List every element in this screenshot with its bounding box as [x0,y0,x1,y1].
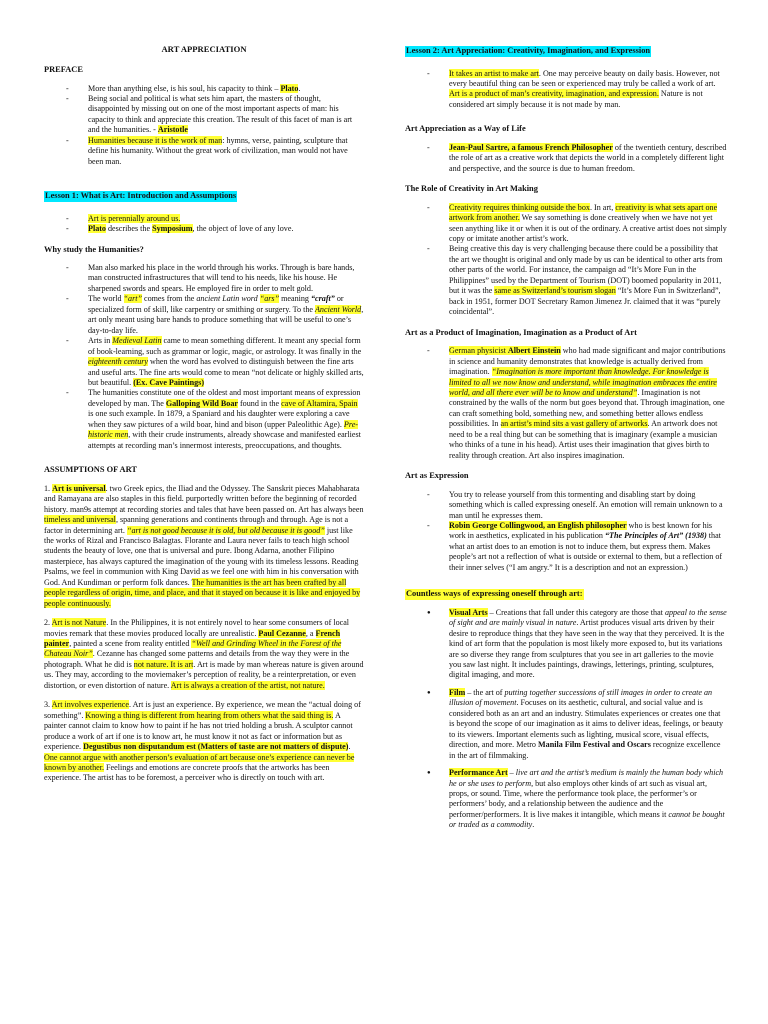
creativity-heading: The Role of Creativity in Art Making [405,184,538,194]
list-item: - German physicist Albert Einstein who had made significant and major contributions in science and humanity demonstrates that knowledge is actually derived from imagination. “Imagination is more important than knowledge. For knowledge is limited to all we now know and understand, while imagination embraces the entire world, and all there ever will be to know and understand”. Imagination is not constrained by the walls of the norm but goes beyond that. Through imagination, one can craft something bold, something new, and something better allows endless possibilities. In an artist’s mind sits a vast gallery of artworks. An artwork does not need to be a real thing but can be something that is imaginary (example a musician who thinks of a tune in his head). Artist uses their imagination that gives birth to reality through creation. Art also inspires imagination. [405,346,727,461]
why-study-list [44,263,364,451]
imagination-heading: Art as a Product of Imagination, Imagination as a Product of Art [405,327,637,337]
list-item: - More than anything else, is his soul, his capacity to think – Plato. [44,84,364,94]
list-item: - Creativity requires thinking outside the box. In art, creativity is what sets apart one artwork from another. We say something is done creatively when we have not yet seen anything like it or when it is out of the ordinary. A creative artist does not simply copy or imitate another artist’s work. [405,203,727,245]
lesson2-list [405,69,727,111]
list-item: - It takes an artist to make art. One may perceive beauty on daily basis. However, not every beautiful thing can be seen or experienced may truly be called a work of art. Art is a product of man’s creativity, imagination, and expression. Nature is not considered art simply because it is not made by man. [405,69,727,111]
assumption-paragraph: 3. Art involves experience. Art is just an experience. By experience, we mean the “actual doing of something”. Knowing a thing is different from hearing from others what the said thing is. A painter cannot claim to know how to paint if he has not tried holding a brush. A sculptor cannot produce a work of art if one is to know art, he must know it not as fact or information but as experience. Degustibus non disputandum est (Matters of taste are not matters of dispute). One cannot argue with another person’s evaluation of art because one’s experience can never be known by another. Feelings and emotions are concrete proofs that the artworks has been experience. The artist has to be foremost, a perceiver who is directly on touch with art. [44,700,361,783]
assumption-paragraph: 2. Art is not Nature. In the Philippines, it is not entirely novel to hear some consumers of local movies remark that these movies produced locally are unrealistic. Paul Cezanne, a French painter, painted a scene from reality entitled “Well and Grinding Wheel in the Forest of the Chateau Noir”. Cezanne has changed some patterns and details from the way they were in the photograph. What he did is not nature. It is art. Art is made by man whereas nature is given around us. They may, according to the moviemaker’s perception of reality, be a reinterpretation, or even distortion, or even distortion of nature. Art is always a creation of the artist, not nature. [44,618,364,690]
list-item: - Art is perennially around us. [44,214,364,224]
list-item: - Being creative this day is very challenging because there could be a possibility that the art we thought is original and only made by us can be identical to other arts from other parts of the world. For instance, the campaign ad “It’s More Fun in the Philippines” used by the Department of Tourism (DOT) boomed popularity in 2011, but it was the same as Switzerland’s tourism slogan “It’s More Fun in Switzerland”, back in 1951, former DOT Secretary Ramon Jimenez Jr. claimed that it was “purely coincidental”. [405,244,727,317]
right-column [405,40,727,838]
list-item: - Being social and political is what sets him apart, the masters of thought, disappointed by missing out on one of the most important aspects of man: his capacity to think and appreciate this creation. The result of this facet of man is art and the humanities. - Aristotle [44,94,364,136]
left-column [44,40,364,793]
list-item: - Arts in Medieval Latin came to mean something different. It meant any special form of book-learning, such as grammar or logic, magic, or astrology. It was finally in the eighteenth century when the word has evolved to distinguish between the fine arts and useful arts. The fine arts would come to mean “not delicate or highly skilled arts, but beautiful. (Ex. Cave Paintings) [44,336,364,388]
preface-list [44,84,364,168]
list-item: - Plato describes the Symposium, the object of love of any love. [44,224,364,234]
list-item: - You try to release yourself from this tormenting and disabling start by doing something which is called expressing oneself. An emotion will remain unknown to a man until he expresses them. [405,490,727,521]
list-item: - Robin George Collingwood, an English philosopher who is best known for his work in aesthetics, explicated in his publication “The Principles of Art” (1938) that what an artist does to an emotion is not to induce them, but express them. Makes people’s art not a reflection of what is outside or external to them, but a reflection of their inner selves (“I am angry.” It is a description and not an expression.) [405,521,727,573]
spacer [44,177,364,185]
list-item: - The world “art” comes from the ancient Latin word “ars” meaning “craft” or specialized form of skill, like carpentry or smithing or surgery. To the Ancient World, art only meant using bare hands to produce something that will be useful to one’s day-to-day life. [44,294,364,336]
list-item: ● Performance Art – live art and the artist’s medium is mainly the human body which he or she uses to perform, but also employs other kinds of art such as visual art, props, or sound. Time, where the performance took place, the performer’s or performers’ body, and a relationship between the audience and the performer/performers. It is live makes it intangible, which means it cannot be bought or traded as a commodity. [405,768,727,831]
lesson2-heading: Lesson 2: Art Appreciation: Creativity, Imagination, and Expression [406,46,651,55]
assumptions-heading: ASSUMPTIONS OF ART [44,465,137,475]
lesson1-list [44,214,364,235]
list-item: - The humanities constitute one of the oldest and most important means of expression developed by man. The Galloping Wild Boar found in the cave of Altamira, Spain is one such example. In 1879, a Spaniard and his daughter were exploring a cave when they saw pictures of a wild boar, hind and bison (upper Paleolithic Age). Pre-historic men, with their crude instruments, already showcase and manifested earliest attempts at recording man’s innermost interests, preoccupations, and thoughts. [44,388,364,451]
lesson1-heading: Lesson 1: What is Art: Introduction and Assumptions [45,191,237,201]
countless-ways-list [405,608,727,831]
way-of-life-heading: Art Appreciation as a Way of Life [405,124,526,134]
document-title: ART APPRECIATION [161,44,247,54]
list-item: ● Film – the art of putting together successions of still images in order to create an illusion of movement. Focuses on its aesthetic, cultural, and social value and is considered both as an art and an industry. Stimulates experiences or creates one that is beyond the scope of our imagination as it aims to deliver ideas, feelings, or beauty to its viewers. Important elements such as lighting, musical score, visual effects, direction, and more. Metro Manila Film Festival and Oscars recognize excellence in the art of filmmaking. [405,688,727,761]
expression-list [405,490,727,574]
countless-ways-heading: Countless ways of expressing oneself through art: [406,589,583,599]
way-of-life-list [405,143,727,174]
preface-heading: PREFACE [44,65,83,74]
why-study-heading: Why study the Humanities? [44,244,144,254]
creativity-list [405,203,727,318]
list-item: - Jean-Paul Sartre, a famous French Philosopher of the twentieth century, described the role of art as a creative work that depicts the world in a completely different light and perspective, and the source is due to human freedom. [405,143,727,174]
imagination-list [405,346,727,461]
list-item: - Humanities because it is the work of man: hymns, verse, painting, sculpture that define his humanity. Without the great work of civilization, man would not have been man. [44,136,364,167]
list-item: - Man also marked his place in the world through his works. Through is bare hands, man constructed infrastructures that will tend to his needs, like his house. He sharpened swords and spears. He employed fire in order to melt gold. [44,263,364,294]
expression-heading: Art as Expression [405,471,469,481]
list-item: ● Visual Arts – Creations that fall under this category are those that appeal to the sense of sight and are mainly visual in nature. Artist produces visual arts driven by their desire to reproduce things that they have seen in the way that they perceived. It is the kind of art form that the population is most likely more exposed to, but its variations are so diverse they range from sculptures that you see in art galleries to the movie you saw last night. It includes paintings, drawings, letterings, printing, sculptures, digital imaging, and more. [405,608,727,681]
assumption-paragraph: 1. Art is universal. two Greek epics, the Iliad and the Odyssey. The Sanskrit pieces Mahabharata and Ramayana are also staples in this field. purportedly written before the beginning of recorded history. man9s attempt at recording stories and tales that have been passed on. Art has always been timeless and universal, spanning generations and continents through and through. Age is not a factor in determining art. “art is not good because it is old, but old because it is good” just like the works of Rizal and Francisco Balagtas. Florante and Laura never fails to teach high school students the beauty of love, one that is universal and pure. Ibong Adarna, another Filipino masterpiece, has always captured the imagination of the young with its timeless lessons. Reading Psalms, we feel in communion with King David as we feel one with him in his conversation with God. And Kundiman or perform folk dances. The humanities is the art has been crafted by all people regardless of origin, time, and place, and that it stayed on because it is like and enjoyed by people continuously. [44,483,364,608]
